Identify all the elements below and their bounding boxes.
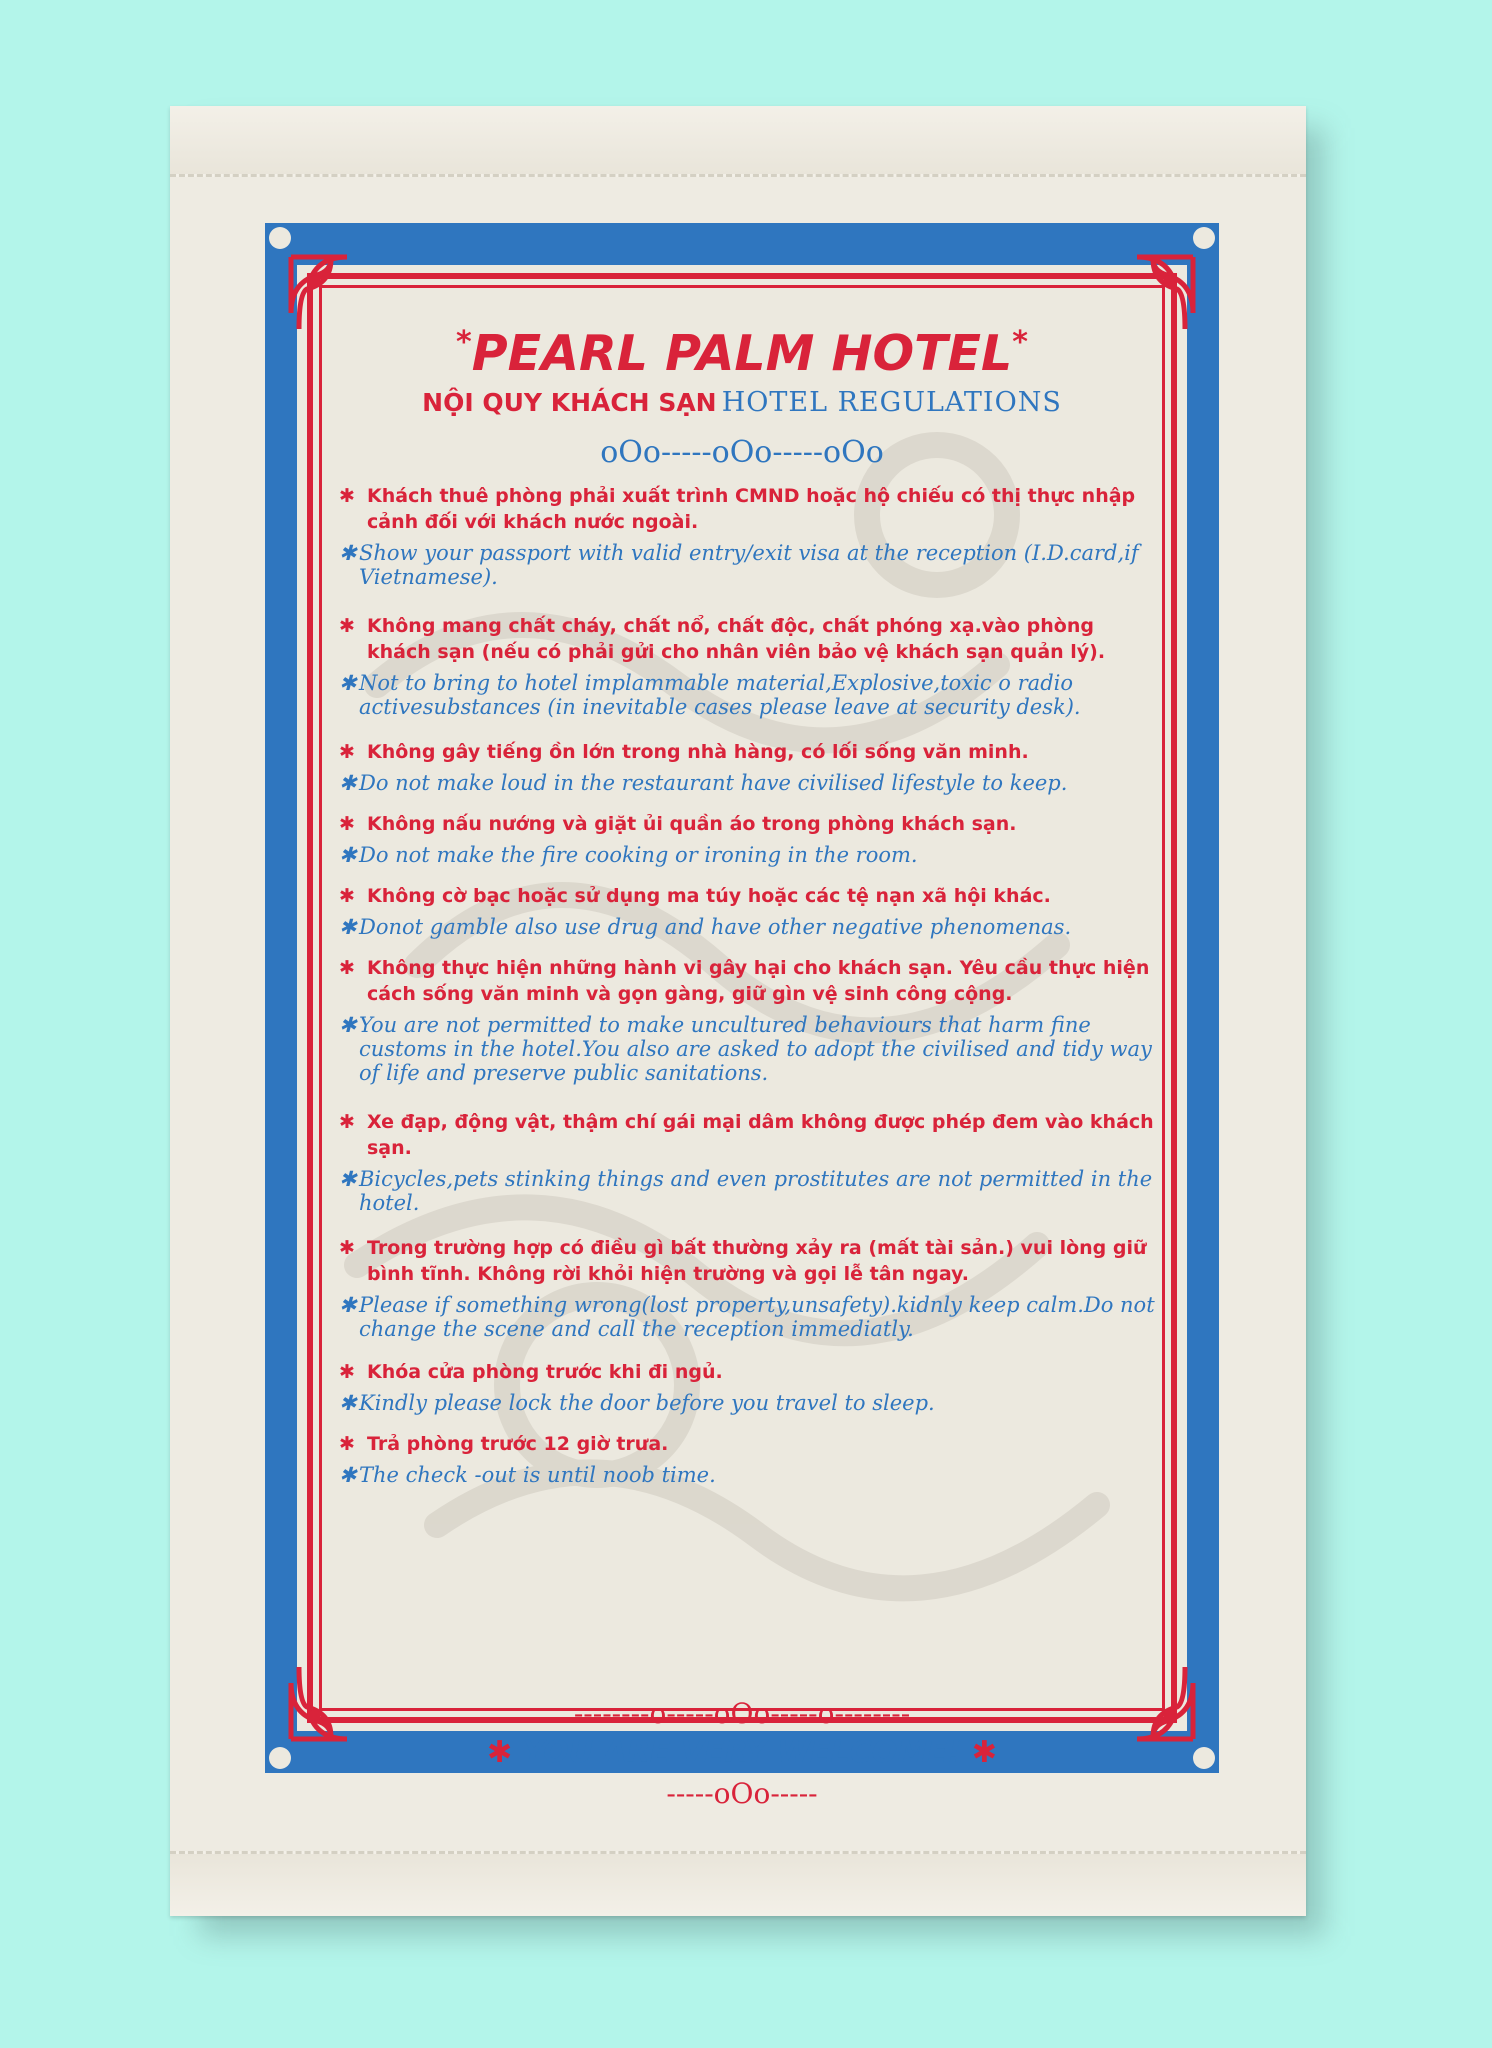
welcome-message (357, 1735, 1127, 1770)
rule-english (339, 541, 1159, 589)
asterisk-icon: ✱ (339, 1463, 357, 1487)
rule-english (339, 771, 1159, 795)
rule-english-text: The check -out is until noob time. (359, 1463, 716, 1487)
rule-english-text: Not to bring to hotel implammable material,Explosive,toxic o radio activesubstances (in inevitable cases please leave at security desk). (359, 671, 1081, 719)
rule-vietnamese (339, 1109, 1159, 1161)
ornament-corner-icon (287, 253, 367, 333)
regulations-panel (297, 265, 1187, 1810)
asterisk-icon: ✱ (339, 1391, 357, 1415)
corner-dot (1193, 1747, 1215, 1769)
rule-vietnamese (339, 955, 1159, 1007)
asterisk-icon: ✱ (339, 485, 355, 507)
rule-item (339, 483, 1159, 589)
rule-vietnamese (339, 1431, 1159, 1457)
rule-item (339, 955, 1159, 1085)
rule-vietnamese (339, 811, 1159, 837)
asterisk-icon: ✱ (339, 813, 355, 835)
hotel-title (357, 325, 1127, 382)
asterisk-icon: ✱ (339, 541, 357, 565)
rule-english-text: Do not make the fire cooking or ironing in the room. (359, 843, 918, 867)
asterisk-icon: ✱ (339, 741, 355, 763)
ornament-corner-icon (287, 1663, 367, 1743)
asterisk-icon: ✱ (339, 1111, 355, 1133)
blue-border-panel (265, 223, 1219, 1810)
subtitle (357, 387, 1127, 418)
rule-english (339, 1463, 1159, 1487)
rule-english (339, 1013, 1159, 1085)
ornament-corner-icon (1117, 1663, 1197, 1743)
asterisk-icon: ✱ (339, 1237, 355, 1259)
divider-top: oOo-----oOo-----oOo (600, 435, 884, 470)
banner-top-hem (170, 106, 1306, 177)
asterisk-icon: ✱ (339, 1361, 355, 1383)
asterisk-icon: ✱ (971, 1735, 997, 1770)
rule-item (339, 613, 1159, 719)
welcome-text: YOU ARE VERY WELCOME! (522, 1735, 962, 1770)
rule-item (339, 1359, 1159, 1415)
corner-dot (269, 227, 291, 249)
banner-bottom-hem (170, 1851, 1306, 1916)
asterisk-icon: ✱ (339, 1013, 357, 1037)
rule-english (339, 843, 1159, 867)
corner-dot (1193, 227, 1215, 249)
asterisk-icon: ✱ (487, 1735, 513, 1770)
subtitle-vietnamese: NỘI QUY KHÁCH SẠN (422, 388, 717, 417)
rule-english (339, 1167, 1159, 1215)
rule-english-text: Please if something wrong(lost property,unsafety).kidnly keep calm.Do not change the scene and call the reception immediatly. (359, 1293, 1155, 1341)
asterisk-icon: ✱ (339, 915, 357, 939)
asterisk-icon: ✱ (339, 1433, 355, 1455)
asterisk-icon: ✱ (339, 957, 355, 979)
title-star: * (456, 325, 472, 360)
asterisk-icon: ✱ (339, 843, 357, 867)
rule-vietnamese (339, 483, 1159, 535)
rule-vietnamese (339, 1235, 1159, 1287)
rule-vietnamese-text: Xe đạp, động vật, thậm chí gái mại dâm không được phép đem vào khách sạn. (367, 1111, 1154, 1159)
rule-item (339, 1431, 1159, 1487)
rule-item (339, 1109, 1159, 1215)
asterisk-icon: ✱ (339, 615, 355, 637)
asterisk-icon: ✱ (339, 1167, 357, 1191)
rules-list (339, 483, 1159, 1487)
rule-english-text: Show your passport with valid entry/exit visa at the reception (I.D.card,if Vietnamese). (359, 541, 1139, 589)
title-star: * (1012, 325, 1028, 360)
rule-vietnamese (339, 613, 1159, 665)
rule-vietnamese (339, 739, 1159, 765)
fabric-banner (170, 106, 1306, 1916)
rule-item (339, 883, 1159, 939)
rule-english (339, 1293, 1159, 1341)
rule-english-text: Kindly please lock the door before you travel to sleep. (359, 1391, 935, 1415)
rule-item (339, 1235, 1159, 1341)
rule-vietnamese (339, 883, 1159, 909)
asterisk-icon: ✱ (339, 771, 357, 795)
asterisk-icon: ✱ (339, 671, 357, 695)
asterisk-icon: ✱ (339, 885, 355, 907)
corner-dot (269, 1747, 291, 1769)
rule-english-text: Bicycles,pets stinking things and even prostitutes are not permitted in the hotel. (359, 1167, 1153, 1215)
rule-vietnamese-text: Không thực hiện những hành vi gây hại cho khách sạn. Yêu cầu thực hiện cách sống văn minh và gọn gàng, giữ gìn vệ sinh công cộng. (367, 957, 1150, 1005)
rule-vietnamese (339, 1359, 1159, 1385)
divider-bottom: -----oOo----- (666, 1777, 818, 1810)
rule-vietnamese-text: Không gây tiếng ồn lớn trong nhà hàng, có lối sống văn minh. (367, 741, 1029, 763)
rule-item (339, 811, 1159, 867)
subtitle-english: HOTEL REGULATIONS (721, 387, 1062, 418)
rule-vietnamese-text: Không mang chất cháy, chất nổ, chất độc, chất phóng xạ.vào phòng khách sạn (nếu có phải gửi cho nhân viên bảo vệ khách sạn quản lý). (367, 615, 1106, 663)
rule-vietnamese-text: Không nấu nướng và giặt ủi quần áo trong phòng khách sạn. (367, 813, 1017, 835)
rule-vietnamese-text: Trong trường hợp có điều gì bất thường xảy ra (mất tài sản.) vui lòng giữ bình tĩnh. Không rời khỏi hiện trường và gọi lễ tân ngay. (367, 1237, 1147, 1285)
divider-middle: --------o-----oOo-----o-------- (573, 1697, 911, 1730)
rule-english-text: Donot gamble also use drug and have other negative phenomenas. (359, 915, 1072, 939)
rule-english (339, 671, 1159, 719)
rule-english-text: You are not permitted to make uncultured behaviours that harm fine customs in the hotel.You also are asked to adopt the civilised and tidy way of life and preserve public sanitations. (359, 1013, 1152, 1085)
rule-english (339, 1391, 1159, 1415)
rule-vietnamese-text: Khách thuê phòng phải xuất trình CMND hoặc hộ chiếu có thị thực nhập cảnh đối với khách nước ngoài. (367, 485, 1136, 533)
rule-vietnamese-text: Khóa cửa phòng trước khi đi ngủ. (367, 1361, 723, 1383)
rule-vietnamese-text: Không cờ bạc hoặc sử dụng ma túy hoặc các tệ nạn xã hội khác. (367, 885, 1051, 907)
rule-vietnamese-text: Trả phòng trước 12 giờ trưa. (367, 1433, 669, 1455)
ornament-corner-icon (1117, 253, 1197, 333)
rule-english-text: Do not make loud in the restaurant have civilised lifestyle to keep. (359, 771, 1068, 795)
rule-item (339, 739, 1159, 795)
rule-english (339, 915, 1159, 939)
hotel-name: PEARL PALM HOTEL (471, 325, 1013, 382)
asterisk-icon: ✱ (339, 1293, 357, 1317)
